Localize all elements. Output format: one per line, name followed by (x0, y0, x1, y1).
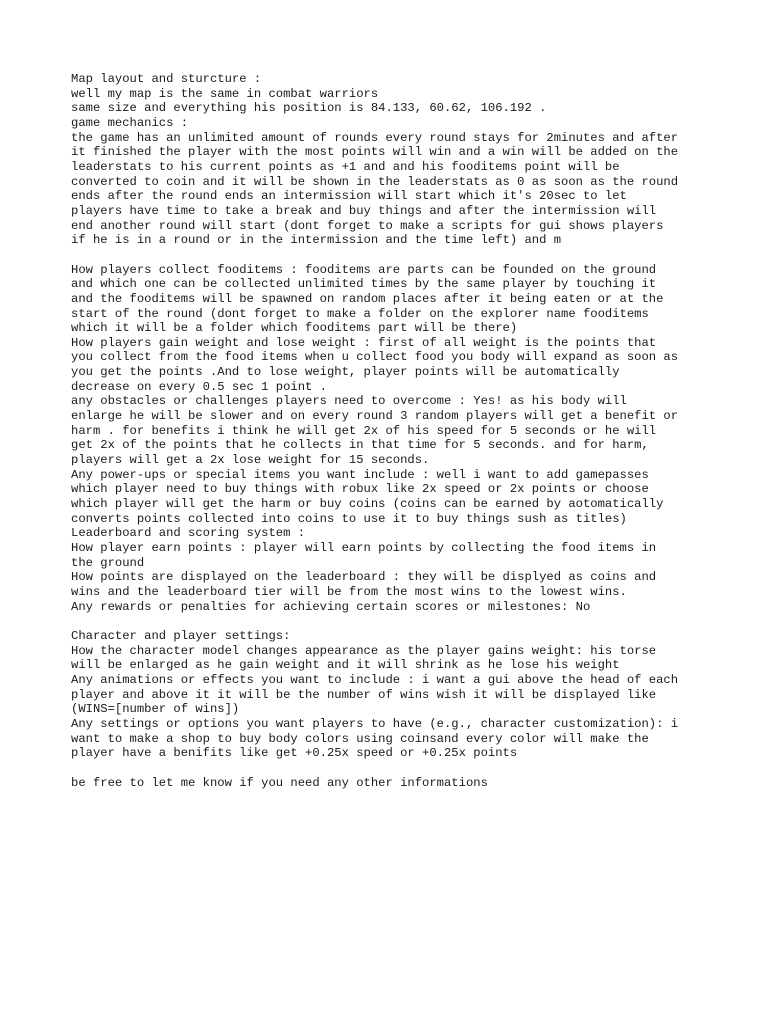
text-line: will be enlarged as he gain weight and it will shrink as he lose his weight (71, 658, 620, 673)
text-line: if he is in a round or in the intermission and the time left) and m (71, 233, 562, 248)
text-line: harm . for benefits i think he will get 2x of his speed for 5 seconds or he will (71, 423, 657, 438)
text-line: it finished the player with the most points will win and a win will be added on the (71, 145, 679, 160)
text-line: Map layout and sturcture : (71, 72, 262, 86)
text-line: How points are displayed on the leaderboard : they will be displyed as coins and (71, 570, 657, 585)
text-line: same size and everything his position is 84.133, 60.62, 106.192 . (71, 101, 547, 116)
text-line: decrease on every 0.5 sec 1 point . (71, 379, 327, 394)
text-line: Character and player settings: (71, 628, 291, 643)
text-line: Any animations or effects you want to include : i want a gui above the head of each (71, 672, 679, 687)
text-line: converted to coin and it will be shown in the leaderstats as 0 as soon as the round (71, 174, 679, 189)
text-line: any obstacles or challenges players need to overcome : Yes! as his body will (71, 394, 627, 409)
blank-line (71, 761, 711, 776)
text-line: enlarge he will be slower and on every round 3 random players will get a benefit or (71, 409, 679, 424)
text-line: converts points collected into coins to use it to buy things sush as titles) (71, 511, 627, 526)
text-line: be free to let me know if you need any other informations (71, 775, 488, 790)
text-line: How the character model changes appearance as the player gains weight: his torse (71, 643, 657, 658)
text-line: How players gain weight and lose weight : first of all weight is the points that (71, 335, 657, 350)
text-line: leaderstats to his current points as +1 and and his fooditems point will be (71, 159, 620, 174)
text-line: Leaderboard and scoring system : (71, 526, 306, 541)
text-line: players have time to take a break and buy things and after the intermission will (71, 203, 657, 218)
text-line: get 2x of the points that he collects in that time for 5 seconds. and for harm, (71, 438, 649, 453)
blank-line (71, 614, 711, 629)
text-line: you collect from the food items when u collect food you body will expand as soon as (71, 350, 679, 365)
text-line: which it will be a folder which fooditems part will be there) (71, 321, 518, 336)
text-line: players will get a 2x lose weight for 15 seconds. (71, 453, 430, 468)
text-line: Any rewards or penalties for achieving certain scores or milestones: No (71, 599, 591, 614)
text-line: (WINS=[number of wins]) (71, 702, 240, 717)
text-line: player and above it it will be the number of wins wish it will be displayed like (71, 687, 657, 702)
text-line: game mechanics : (71, 115, 189, 130)
text-line: well my map is the same in combat warriors (71, 86, 379, 101)
text-line: player have a benifits like get +0.25x speed or +0.25x points (71, 746, 518, 761)
text-line: and which one can be collected unlimited times by the same player by touching it (71, 277, 657, 292)
text-line: start of the round (dont forget to make a folder on the explorer name fooditems (71, 306, 649, 321)
text-line: which player need to buy things with robux like 2x speed or 2x points or choose (71, 482, 649, 497)
text-line: How player earn points : player will earn points by collecting the food items in (71, 541, 657, 555)
text-line: wins and the leaderboard tier will be from the most wins to the lowest wins. (71, 584, 627, 599)
text-line: the ground (71, 555, 145, 570)
text-line: Any settings or options you want players to have (e.g., character customization): i (71, 716, 679, 731)
text-line: Any power-ups or special items you want include : well i want to add gamepasses (71, 467, 649, 482)
text-line: ends after the round ends an intermission will start which it's 20sec to let (71, 189, 627, 204)
text-line: you get the points .And to lose weight, player points will be automatically (71, 365, 620, 380)
text-line: which player will get the harm or buy coins (coins can be earned by aotomatically (71, 497, 664, 512)
text-line: How players collect fooditems : fooditems are parts can be founded on the ground (71, 262, 657, 277)
text-line: the game has an unlimited amount of rounds every round stays for 2minutes and after (71, 130, 679, 145)
text-line: want to make a shop to buy body colors using coinsand every color will make the (71, 731, 649, 746)
document-page (71, 72, 711, 790)
blank-line (71, 248, 711, 263)
text-line: end another round will start (dont forget to make a scripts for gui shows players (71, 218, 664, 233)
text-line: and the fooditems will be spawned on random places after it being eaten or at the (71, 291, 664, 306)
